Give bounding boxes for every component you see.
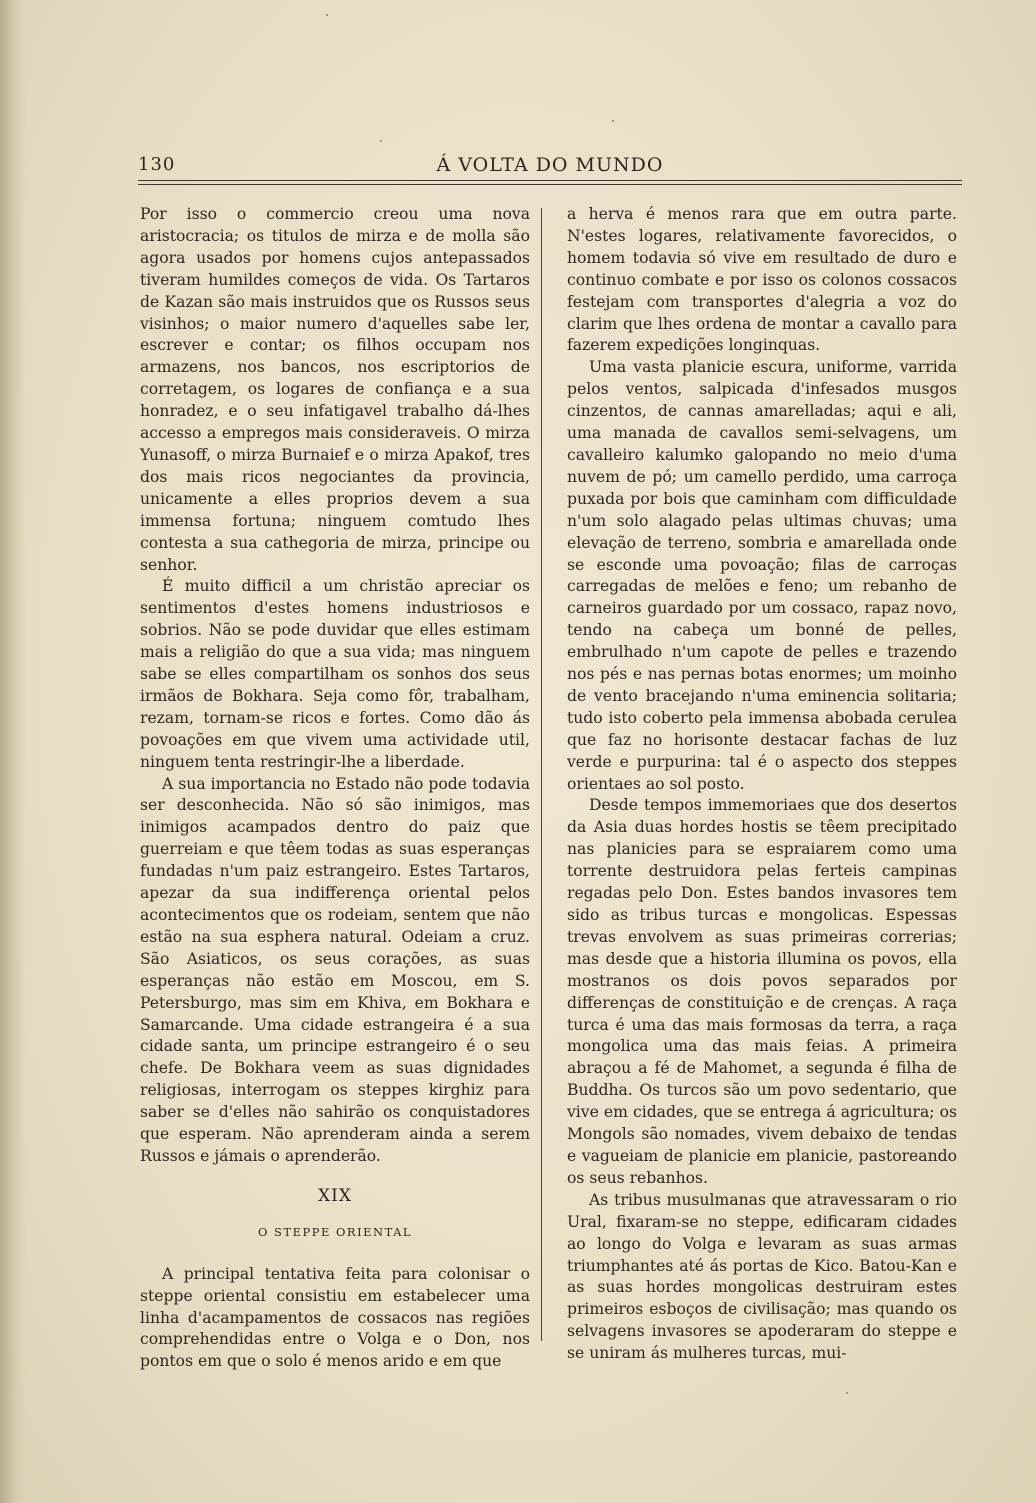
left-column bbox=[140, 204, 530, 1373]
paper-speck bbox=[846, 1392, 848, 1394]
paragraph: A sua importancia no Estado não pode todavia ser desconhecida. Não só são inimigos, mas inimigos acampados dentro do paiz que guerreiam e que têem todas as suas esperanças fundadas n'um paiz estrangeiro. Estes Tartaros, apezar da sua indifferença oriental pelos acontecimentos que os rodeiam, sentem que não estão na sua esphera natural. Odeiam a cruz. São Asiaticos, os seus corações, as suas esperanças não estão em Moscou, em S. Petersburgo, mas sim em Khiva, em Bokhara e Samarcande. Uma cidade estrangeira é a sua cidade santa, um principe estrangeiro é o seu chefe. De Bokhara veem as suas dignidades religiosas, interrogam os steppes kirghiz para saber se d'elles não sahirão os conquistadores que esperam. Não aprenderam ainda a serem Russos e jámais o aprenderão. bbox=[140, 774, 530, 1165]
chapter-title: O STEPPE ORIENTAL bbox=[257, 1224, 413, 1239]
paper-speck bbox=[326, 14, 328, 16]
paragraph: A principal tentativa feita para colonisar o steppe oriental consistiu em estabelecer uma linha d'acampamentos de cossacos nas regiões comprehendidas entre o Volga e o Don, nos pontos em que o solo é menos arido e em que bbox=[140, 1264, 530, 1371]
paragraph: a herva é menos rara que em outra parte. N'estes logares, relativamente favorecidos, o homem todavia só vive em resultado de duro e continuo combate e por isso os colonos cossacos festejam com transportes d'alegria a voz do clarim que lhes ordena de montar a cavallo para fazerem expedições longinquas. bbox=[567, 205, 957, 355]
paragraph: Desde tempos immemoriaes que dos desertos da Asia duas hordes hostis se têem precipitado nas planicies para se espraiarem como uma torrente destruidora pelas ferteis campinas regadas pelo Don. Estes bandos invasores tem sido as tribus turcas e mongolicas. Espessas trevas envolvem as suas primeiras correrias; mas desde que a historia illumina os povos, ella mostranos os dois povos separados por differenças de constituição e de crenças. A raça turca é uma das mais formosas da terra, a raça mongolica uma das mais feias. A primeira abraçou a fé de Mahomet, a segunda é filha de Buddha. Os turcos são um povo sedentario, que vive em cidades, que se entrega á agricultura; os Mongols são nomades, vivem debaixo de tendas e vagueiam de planicie em planicie, pastoreando os seus rebanhos. bbox=[567, 796, 957, 1187]
paragraph: Por isso o commercio creou uma nova aristocracia; os titulos de mirza e de molla são agora usados por homens cujos antepassados tiveram humildes começos de vida. Os Tartaros de Kazan são mais instruidos que os Russos seus visinhos; o maior numero d'aquelles sabe ler, escrever e contar; os filhos occupam nos armazens, nos bancos, nos escriptorios de corretagem, os logares de confiança e a sua honradez, e o seu infatigavel trabalho dá-lhes accesso a empregos mais consideraveis. O mirza Yunasoff, o mirza Burnaief e o mirza Apakof, tres dos mais ricos negociantes da provincia, unicamente a elles proprios devem a sua immensa fortuna; ninguem comtudo lhes contesta a sua cathegoria de mirza, principe ou senhor. bbox=[140, 205, 530, 574]
paragraph: Uma vasta planicie escura, uniforme, varrida pelos ventos, salpicada d'infesados musgos cinzentos, de cannas amarelladas; aqui e ali, uma manada de cavallos semi-selvagens, um cavalleiro kalumko galopando no meio d'uma nuvem de pó; um camello perdido, uma carroça puxada por bois que caminham com difficuldade n'um solo alagado pelas ultimas chuvas; uma elevação de terreno, sombria e amarellada onde se esconde uma povoação; filas de carroças carregadas de melões e feno; um rebanho de carneiros guardado por um cossaco, rapaz novo, tendo na cabeça um bonné de pelles, embrulhado n'um capote de pelles e trazendo nos pés e nas pernas botas enormes; um moinho de vento bracejando n'uma eminencia solitaria; tudo isto coberto pela immensa abobada cerulea que faz no horisonte destacar fachas de luz verde e purpurina: tal é o aspecto dos steppes orientaes ao sol posto. bbox=[567, 358, 957, 793]
running-title: Á VOLTA DO MUNDO bbox=[436, 154, 664, 176]
paragraph: As tribus musulmanas que atravessaram o rio Ural, fixaram-se no steppe, edificaram cidades ao longo do Volga e levaram as suas armas triumphantes até ás portas de Kico. Batou-Kan e as suas hordes mongolicas destruiram estes primeiros esboços de civilisação; mas quando os selvagens invasores se apoderaram do steppe e se uniram ás mulheres turcas, mui- bbox=[567, 1190, 957, 1363]
column-divider bbox=[541, 208, 542, 1341]
page-header bbox=[138, 152, 962, 178]
page-edge-shadow bbox=[0, 0, 26, 1503]
paragraph: É muito difficil a um christão apreciar os sentimentos d'estes homens industriosos e sobrios. Não se pode duvidar que elles estimam mais a religião do que a sua vida; mas ninguem sabe se elles compartilham os sonhos dos seus irmãos de Bokhara. Seja como fôr, trabalham, rezam, tornam-se ricos e fortes. Como dão ás povoações em que vivem uma actividade util, ninguem tenta restringir-lhe a liberdade. bbox=[140, 577, 530, 771]
paper-speck bbox=[612, 120, 614, 122]
chapter-number: XIX bbox=[318, 1185, 352, 1206]
right-column bbox=[567, 204, 957, 1365]
header-double-rule bbox=[138, 180, 962, 185]
paper-speck bbox=[380, 140, 382, 142]
page-number: 130 bbox=[138, 154, 176, 175]
